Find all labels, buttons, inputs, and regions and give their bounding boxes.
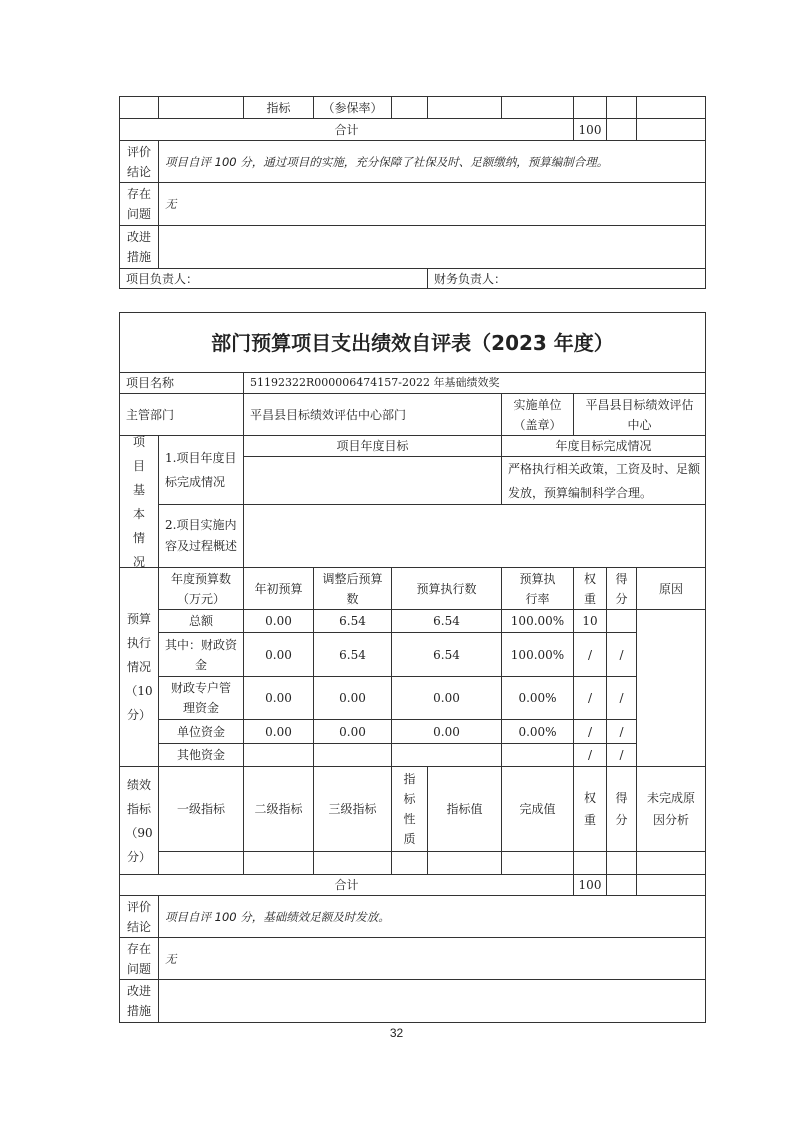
budget-score: / <box>606 632 637 677</box>
total-label: 合计 <box>119 118 574 141</box>
budget-header: 年初预算 <box>243 567 314 610</box>
budget-adjusted: 0.00 <box>313 719 392 744</box>
perf-cell <box>313 851 392 875</box>
budget-header: 原因 <box>636 567 706 610</box>
budget-row-name: 其中：财政资金 <box>158 632 244 677</box>
content-text <box>243 504 706 568</box>
cell-empty <box>636 118 706 141</box>
budget-adjusted: 0.00 <box>313 676 392 720</box>
budget-row-name: 单位资金 <box>158 719 244 744</box>
cell-empty <box>501 96 574 119</box>
indicator-cell: 指标 <box>243 96 314 119</box>
budget-score: / <box>606 743 637 767</box>
perf-header: 得分 <box>606 766 637 852</box>
goal-text <box>243 456 502 505</box>
improve-label: 改进措施 <box>119 979 159 1023</box>
perf-cell <box>636 851 706 875</box>
improve-text <box>158 979 706 1023</box>
completion-header: 年度目标完成情况 <box>501 435 706 457</box>
improve-text <box>158 225 706 269</box>
budget-header: 年度预算数（万元） <box>158 567 244 610</box>
budget-row-name: 财政专户管理资金 <box>158 676 244 720</box>
conclusion-text: 项目自评 100 分，通过项目的实施，充分保障了社保及时、足额缴纳，预算编制合理。 <box>158 140 706 183</box>
budget-initial <box>243 743 314 767</box>
project-name-value: 51192322R000006474157-2022 年基础绩效奖 <box>243 372 706 394</box>
indicator-value-cell: （参保率） <box>313 96 392 119</box>
conclusion-text: 项目自评 100 分，基础绩效足额及时发放。 <box>158 895 706 938</box>
cell-empty <box>636 96 706 119</box>
budget-adjusted: 6.54 <box>313 609 392 633</box>
budget-header: 权重 <box>573 567 607 610</box>
conclusion-label: 评价结论 <box>119 140 159 183</box>
budget-executed <box>391 743 502 767</box>
cell-empty <box>119 96 159 119</box>
dept-value: 平昌县目标绩效评估中心部门 <box>243 393 502 436</box>
basic-info-label: 项目基本情况 <box>119 435 159 568</box>
perf-header: 一级指标 <box>158 766 244 852</box>
budget-initial: 0.00 <box>243 676 314 720</box>
budget-executed: 6.54 <box>391 609 502 633</box>
cell-empty <box>636 874 706 896</box>
dept-label: 主管部门 <box>119 393 244 436</box>
perf-cell <box>606 851 637 875</box>
budget-row-name: 其他资金 <box>158 743 244 767</box>
completion-text: 严格执行相关政策，工资及时、足额发放，预算编制科学合理。 <box>501 456 706 505</box>
cell-empty <box>573 96 607 119</box>
budget-initial: 0.00 <box>243 609 314 633</box>
total-weight: 100 <box>573 118 607 141</box>
perf-cell <box>243 851 314 875</box>
budget-initial: 0.00 <box>243 632 314 677</box>
budget-row-name: 总额 <box>158 609 244 633</box>
project-name-label: 项目名称 <box>119 372 244 394</box>
cell-empty <box>606 118 637 141</box>
budget-rate: 0.00% <box>501 676 574 720</box>
budget-executed: 0.00 <box>391 719 502 744</box>
goal-section-label: 1.项目年度目标完成情况 <box>158 435 244 505</box>
budget-score <box>606 609 637 633</box>
project-lead-label: 项目负责人： <box>119 268 428 289</box>
budget-reason-cell <box>636 609 706 767</box>
issues-label: 存在问题 <box>119 182 159 226</box>
perf-header: 三级指标 <box>313 766 392 852</box>
budget-weight: / <box>573 719 607 744</box>
budget-rate: 100.00% <box>501 632 574 677</box>
budget-header: 预算执行数 <box>391 567 502 610</box>
form-title: 部门预算项目支出绩效自评表（2023 年度） <box>119 312 706 373</box>
perf-cell <box>573 851 607 875</box>
perf-cell <box>427 851 502 875</box>
perf-section-label: 绩效指标（90分） <box>119 766 159 875</box>
content-section-label: 2.项目实施内容及过程概述 <box>158 504 244 568</box>
cell-empty <box>158 96 244 119</box>
page-number: 32 <box>389 1026 404 1040</box>
perf-header: 二级指标 <box>243 766 314 852</box>
perf-header: 完成值 <box>501 766 574 852</box>
budget-weight: 10 <box>573 609 607 633</box>
budget-section-label: 预算执行情况（10分） <box>119 567 159 767</box>
budget-score: / <box>606 719 637 744</box>
impl-unit-label: 实施单位（盖章） <box>501 393 574 436</box>
cell-empty <box>427 96 502 119</box>
budget-executed: 0.00 <box>391 676 502 720</box>
budget-adjusted <box>313 743 392 767</box>
budget-header: 预算执行率 <box>501 567 574 610</box>
conclusion-label: 评价结论 <box>119 895 159 938</box>
budget-rate <box>501 743 574 767</box>
budget-executed: 6.54 <box>391 632 502 677</box>
budget-adjusted: 6.54 <box>313 632 392 677</box>
cell-empty <box>391 96 428 119</box>
issues-label: 存在问题 <box>119 937 159 980</box>
budget-weight: / <box>573 676 607 720</box>
issues-text: 无 <box>158 937 706 980</box>
perf-cell <box>501 851 574 875</box>
goal-header: 项目年度目标 <box>243 435 502 457</box>
budget-initial: 0.00 <box>243 719 314 744</box>
cell-empty <box>606 874 637 896</box>
perf-header: 指标值 <box>427 766 502 852</box>
perf-cell <box>391 851 428 875</box>
finance-lead-label: 财务负责人： <box>427 268 706 289</box>
total-weight: 100 <box>573 874 607 896</box>
impl-unit-value: 平昌县目标绩效评估中心 <box>573 393 706 436</box>
cell-empty <box>606 96 637 119</box>
budget-header: 调整后预算数 <box>313 567 392 610</box>
budget-rate: 100.00% <box>501 609 574 633</box>
perf-header: 未完成原因分析 <box>636 766 706 852</box>
perf-header: 指标性质 <box>391 766 428 852</box>
budget-score: / <box>606 676 637 720</box>
budget-header: 得分 <box>606 567 637 610</box>
budget-weight: / <box>573 743 607 767</box>
improve-label: 改进措施 <box>119 225 159 269</box>
total-label: 合计 <box>119 874 574 896</box>
perf-header: 权重 <box>573 766 607 852</box>
perf-cell <box>158 851 244 875</box>
issues-text: 无 <box>158 182 706 226</box>
budget-weight: / <box>573 632 607 677</box>
budget-rate: 0.00% <box>501 719 574 744</box>
